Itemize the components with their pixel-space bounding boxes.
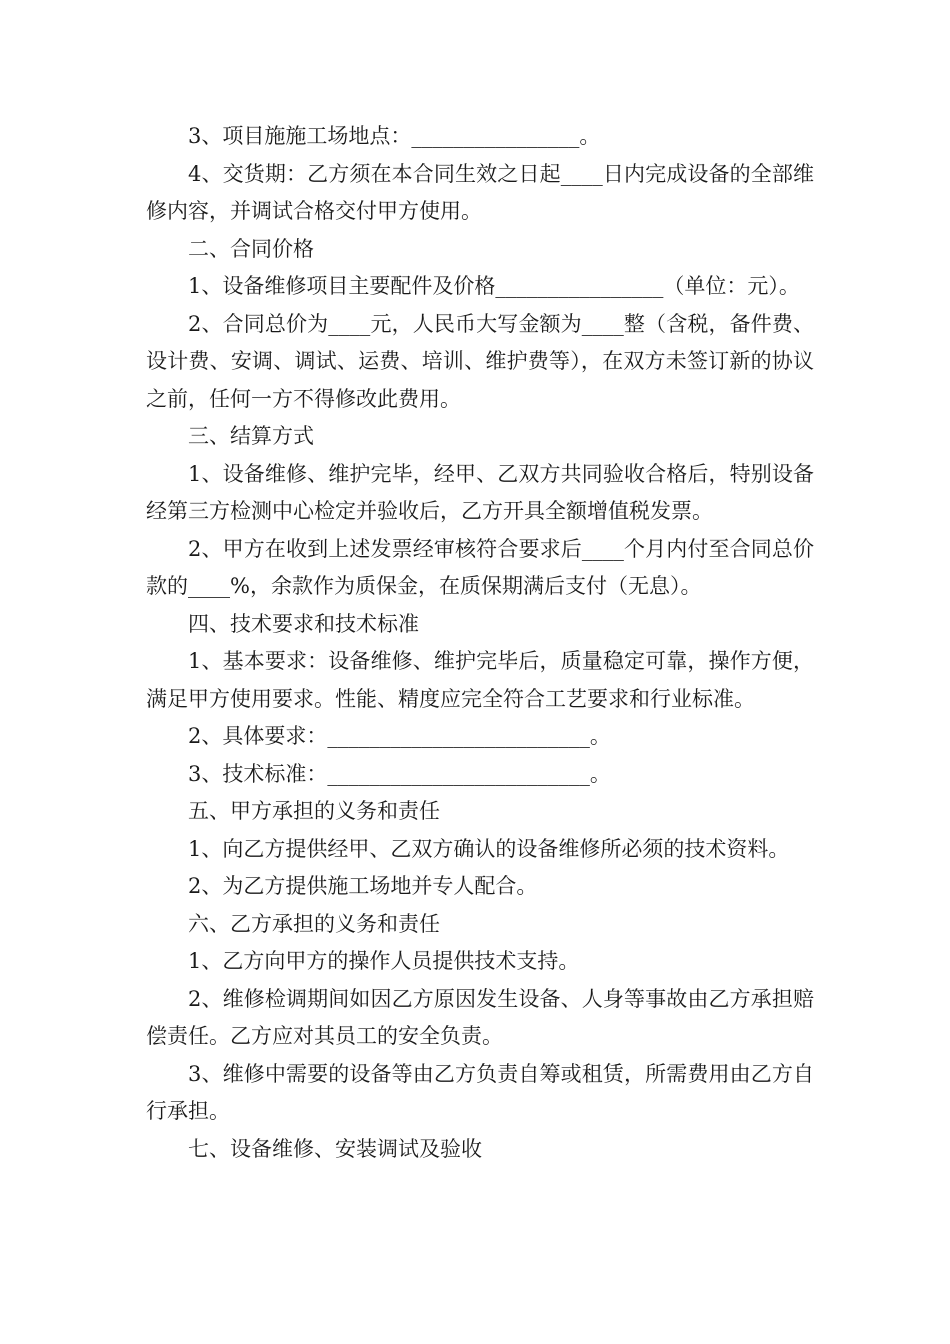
party-b-clause-2: 2、维修检调期间如因乙方原因发生设备、人身等事故由乙方承担赔偿责任。乙方应对其员工的安全负责。 xyxy=(146,986,814,1048)
settlement-clause-2: 2、甲方在收到上述发票经审核符合要求后____个月内付至合同总价款的____%，余款作为质保金，在质保期满后支付（无息）。 xyxy=(146,536,814,598)
price-clause-2: 2、合同总价为____元，人民币大写金额为____整（含税，备件费、设计费、安调、调试、运费、培训、维护费等），在双方未签订新的协议之前，任何一方不得修改此费用。 xyxy=(146,311,814,411)
section-heading-technical: 四、技术要求和技术标准 xyxy=(188,611,419,636)
settlement-clause-1: 1、设备维修、维护完毕，经甲、乙双方共同验收合格后，特别设备经第三方检测中心检定并验收后，乙方开具全额增值税发票。 xyxy=(146,461,814,523)
section-heading-maintenance-acceptance: 七、设备维修、安装调试及验收 xyxy=(188,1136,482,1161)
section-heading-settlement: 三、结算方式 xyxy=(188,424,314,448)
document-body xyxy=(146,118,814,1168)
clause-4-delivery-period: 4、交货期：乙方须在本合同生效之日起____日内完成设备的全部维修内容，并调试合格交付甲方使用。 xyxy=(146,161,814,223)
section-heading-party-b-duties: 六、乙方承担的义务和责任 xyxy=(188,911,440,936)
technical-clause-1: 1、基本要求：设备维修、维护完毕后，质量稳定可靠，操作方便，满足甲方使用要求。性能、精度应完全符合工艺要求和行业标准。 xyxy=(146,649,814,711)
price-clause-1: 1、设备维修项目主要配件及价格________________（单位：元）。 xyxy=(188,274,800,298)
technical-clause-3: 3、技术标准：_________________________。 xyxy=(188,761,611,786)
section-heading-party-a-duties: 五、甲方承担的义务和责任 xyxy=(188,799,440,823)
party-b-clause-3: 3、维修中需要的设备等由乙方负责自筹或租赁，所需费用由乙方自行承担。 xyxy=(146,1061,814,1123)
party-b-clause-1: 1、乙方向甲方的操作人员提供技术支持。 xyxy=(188,949,580,973)
party-a-clause-1: 1、向乙方提供经甲、乙双方确认的设备维修所必须的技术资料。 xyxy=(188,836,790,861)
clause-3-site-location: 3、项目施施工场地点：________________。 xyxy=(188,124,601,148)
section-heading-contract-price: 二、合同价格 xyxy=(188,236,314,261)
technical-clause-2: 2、具体要求：_________________________。 xyxy=(188,724,611,748)
party-a-clause-2: 2、为乙方提供施工场地并专人配合。 xyxy=(188,874,538,898)
